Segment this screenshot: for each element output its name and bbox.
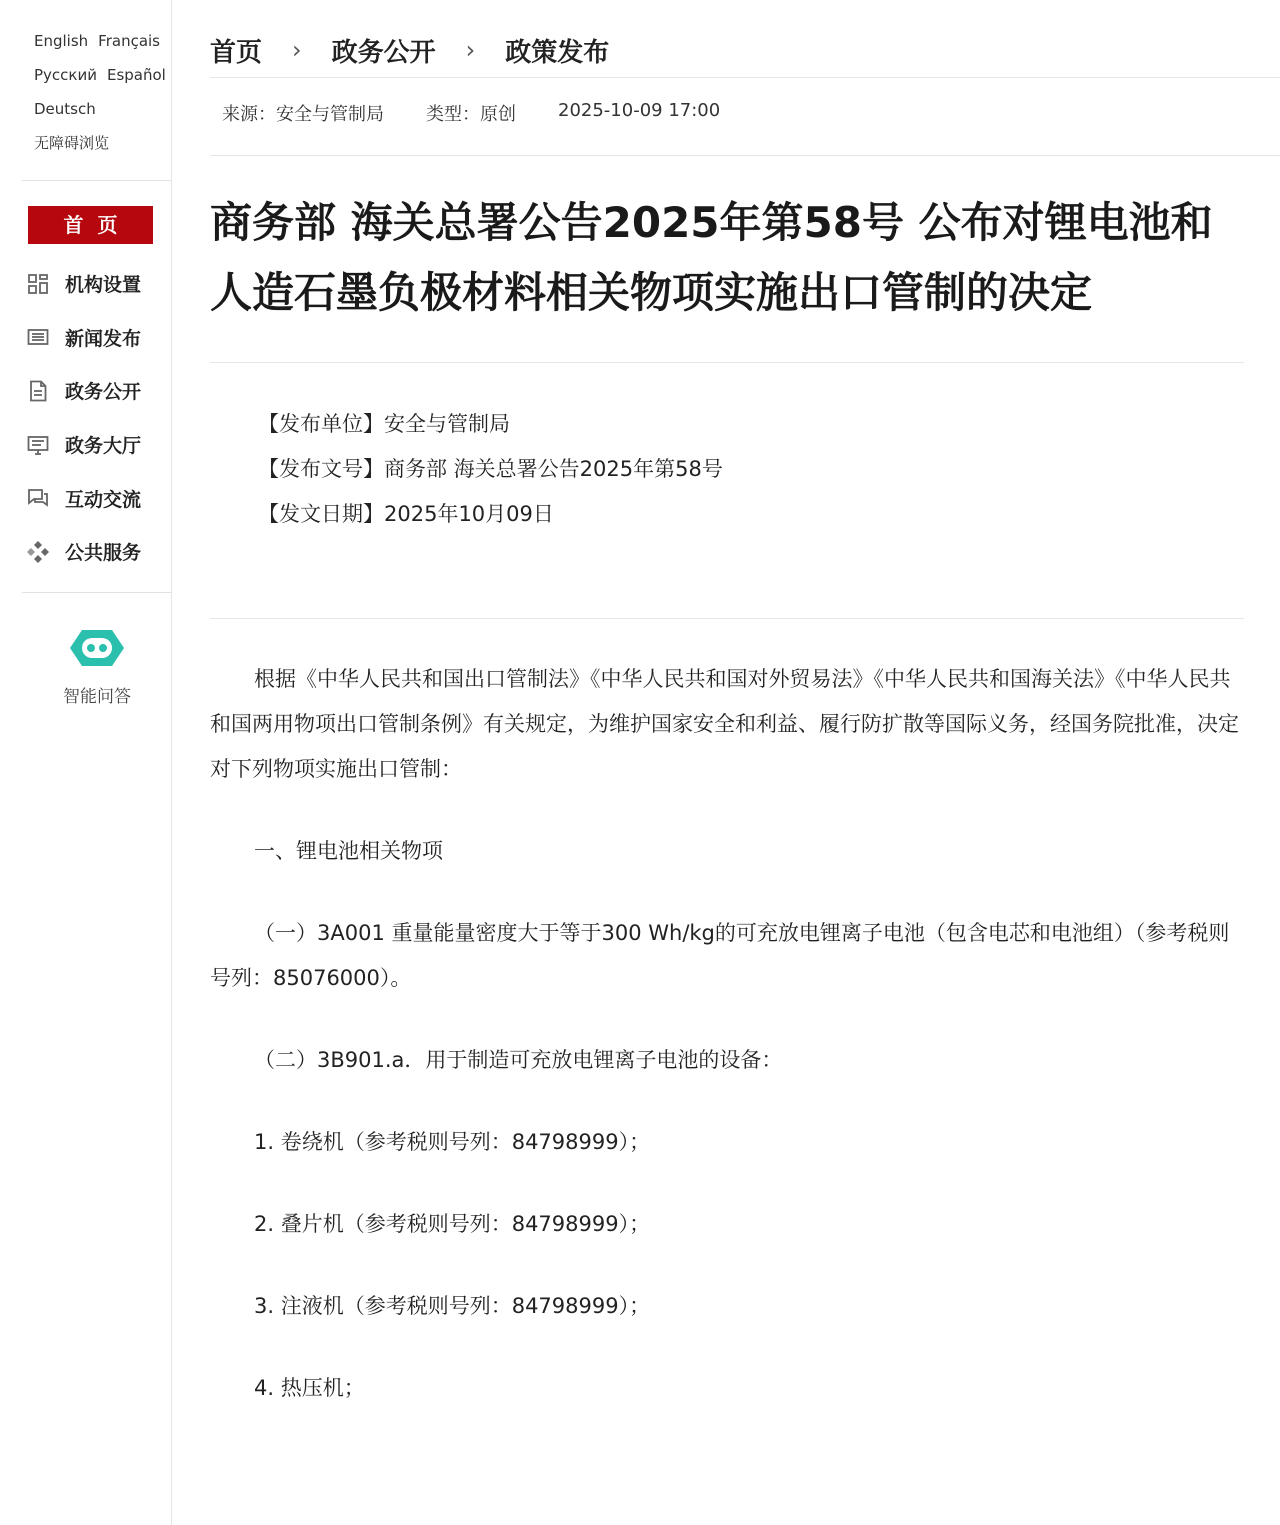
divider — [210, 362, 1244, 363]
sidebar-nav — [26, 257, 172, 579]
robot-icon — [52, 628, 142, 672]
service-icon — [26, 540, 50, 564]
home-button[interactable]: 首页 — [28, 206, 153, 244]
article-meta — [222, 100, 762, 126]
meta-datetime: 2025-10-09 17:00 — [558, 100, 721, 121]
info-doc-number: 【发布文号】商务部 海关总署公告2025年第58号 — [258, 457, 723, 481]
chevron-right-icon: › — [465, 36, 476, 64]
chevron-right-icon: › — [292, 36, 302, 64]
body-paragraph: （一）3A001 重量能量密度大于等于300 Wh/kg的可充放电锂离子电池（包含电芯和电池组）（参考税则号列：85076000）。 — [210, 921, 1230, 990]
sidebar-item-service-hall[interactable] — [26, 418, 172, 472]
sidebar-item-news[interactable] — [26, 311, 172, 365]
divider — [210, 77, 1280, 78]
breadcrumb-gov-affairs-link[interactable]: 政务公开 — [331, 37, 436, 68]
lang-english-link[interactable]: English — [34, 32, 89, 50]
body-paragraph: 2. 叠片机（参考税则号列：84798999）； — [254, 1212, 651, 1236]
language-row — [34, 126, 170, 160]
language-switcher — [34, 24, 170, 160]
article-info — [258, 402, 723, 537]
smart-qa-button[interactable] — [52, 628, 142, 707]
body-paragraph: 1. 卷绕机（参考税则号列：84798999）； — [254, 1130, 651, 1154]
body-paragraph: 一、锂电池相关物项 — [254, 839, 443, 863]
sidebar-divider — [22, 592, 172, 593]
breadcrumb-policy-link[interactable]: 政策发布 — [505, 37, 610, 68]
language-row — [34, 24, 170, 58]
accessibility-link[interactable]: 无障碍浏览 — [34, 134, 110, 152]
sidebar-item-label: 政务大厅 — [65, 435, 142, 458]
document-icon — [26, 379, 50, 403]
language-row — [34, 58, 170, 92]
breadcrumb — [210, 30, 609, 70]
grid-icon — [26, 272, 50, 296]
language-row — [34, 92, 170, 126]
monitor-icon — [26, 433, 50, 457]
body-paragraph: 4. 热压机； — [254, 1376, 365, 1400]
sidebar-item-public-service[interactable] — [26, 525, 172, 579]
chat-icon — [26, 486, 50, 510]
sidebar-item-organization[interactable] — [26, 257, 172, 311]
sidebar-item-label: 政务公开 — [65, 381, 142, 404]
lang-german-link[interactable]: Deutsch — [34, 100, 96, 118]
sidebar-item-label: 新闻发布 — [65, 327, 142, 350]
lang-russian-link[interactable]: Русский — [34, 66, 97, 84]
body-paragraph: （二）3B901.a．用于制造可充放电锂离子电池的设备： — [254, 1048, 783, 1072]
divider — [210, 618, 1244, 619]
article-title: 商务部 海关总署公告2025年第58号 公布对锂电池和人造石墨负极材料相关物项实施出口管制的决定 — [210, 198, 1213, 317]
info-unit: 【发布单位】安全与管制局 — [258, 412, 510, 436]
body-paragraph: 根据《中华人民共和国出口管制法》《中华人民共和国对外贸易法》《中华人民共和国海关法》《中华人民共和国两用物项出口管制条例》有关规定，为维护国家安全和利益、履行防扩散等国际义务，经国务院批准，决定对下列物项实施出口管制： — [210, 667, 1239, 781]
divider — [210, 155, 1280, 156]
sidebar-item-label: 互动交流 — [65, 488, 142, 511]
sidebar-item-label: 机构设置 — [65, 274, 142, 297]
smart-qa-label: 智能问答 — [63, 687, 131, 707]
lang-spanish-link[interactable]: Español — [106, 66, 166, 84]
meta-type: 类型：原创 — [426, 104, 516, 125]
newspaper-icon — [26, 325, 50, 349]
sidebar-item-interaction[interactable] — [26, 471, 172, 525]
sidebar — [0, 0, 172, 1525]
sidebar-item-gov-affairs[interactable] — [26, 364, 172, 418]
article-body — [210, 657, 1250, 1448]
breadcrumb-home-link[interactable]: 首页 — [210, 37, 263, 68]
meta-source: 来源：安全与管制局 — [222, 104, 384, 125]
body-paragraph: 3. 注液机（参考税则号列：84798999）； — [254, 1294, 651, 1318]
info-date: 【发文日期】2025年10月09日 — [258, 502, 554, 526]
sidebar-item-label: 公共服务 — [65, 542, 142, 565]
lang-french-link[interactable]: Français — [98, 32, 160, 50]
sidebar-divider — [22, 180, 172, 181]
